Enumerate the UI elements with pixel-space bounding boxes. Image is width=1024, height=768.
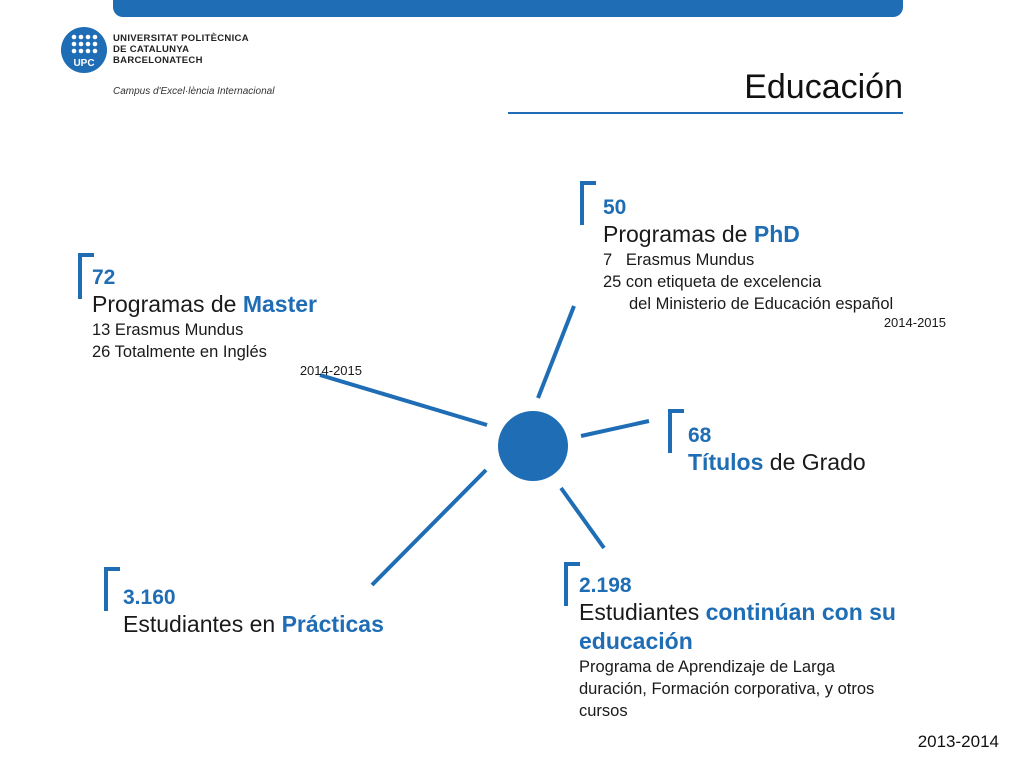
node-grado — [688, 424, 948, 477]
practicas-label: Estudiantes en Prácticas — [123, 611, 384, 637]
connector-continuan — [561, 488, 604, 548]
practicas-number: 3.160 — [123, 586, 176, 609]
node-phd — [603, 196, 946, 330]
master-label: Programas de Master — [92, 291, 318, 317]
logo-line-1: UNIVERSITAT POLITÈCNICA — [113, 33, 249, 44]
bracket-practicas — [104, 567, 120, 611]
bracket-continuan — [564, 562, 580, 606]
phd-line-1: 7 Erasmus Mundus — [603, 251, 755, 269]
page-title: Educación — [744, 68, 903, 106]
connector-phd — [538, 306, 574, 398]
connector-practicas — [372, 470, 486, 585]
continuan-description: Programa de Aprendizaje de Larga duración, Formación corporativa, y otros cursos — [579, 658, 875, 720]
connector-grado — [581, 421, 649, 436]
node-continuan — [579, 574, 909, 722]
continuan-label: Estudiantes continúan con su educación — [579, 599, 896, 654]
node-practicas — [123, 586, 443, 639]
hub-circle — [498, 411, 568, 481]
phd-line-2: 25 con etiqueta de excelencia — [603, 273, 822, 291]
footer-year: 2013-2014 — [917, 732, 999, 751]
tagline: Campus d'Excel·lència Internacional — [113, 86, 275, 97]
master-line-2: 26 Totalmente en Inglés — [92, 343, 267, 361]
phd-label: Programas de PhD — [603, 221, 800, 247]
master-line-1: 13 Erasmus Mundus — [92, 321, 244, 339]
logo-line-3: BARCELONATECH — [113, 55, 203, 66]
node-master — [92, 266, 362, 378]
logo-badge-text: UPC — [73, 58, 95, 69]
master-number: 72 — [92, 266, 116, 289]
grado-number: 68 — [688, 424, 712, 447]
master-year: 2014-2015 — [299, 363, 362, 378]
phd-line-3: del Ministerio de Educación español — [629, 295, 894, 313]
logo-line-2: DE CATALUNYA — [113, 44, 190, 55]
grado-label: Títulos de Grado — [688, 449, 866, 475]
bracket-phd — [580, 181, 596, 225]
phd-year: 2014-2015 — [883, 315, 946, 330]
continuan-number: 2.198 — [579, 574, 632, 597]
phd-number: 50 — [603, 196, 627, 219]
connector-master — [320, 375, 487, 425]
bracket-grado — [668, 409, 684, 453]
